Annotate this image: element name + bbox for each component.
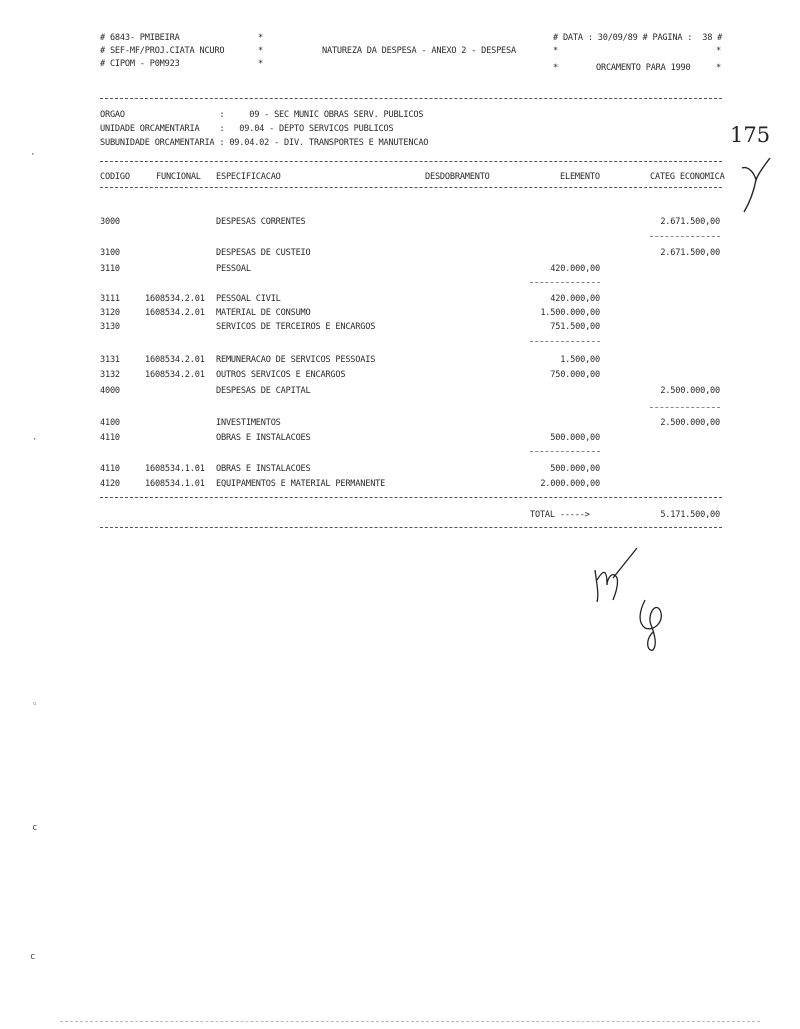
table-cell-codigo: 4120 [100, 479, 120, 489]
subtotal-underline [530, 451, 600, 452]
header-asterisk: * [258, 46, 263, 56]
table-cell-especificacao: PESSOAL CIVIL [216, 294, 281, 304]
separator-line [100, 98, 722, 99]
separator-line [100, 497, 722, 498]
scan-dot: c [30, 952, 36, 962]
subunidade-line: SUBUNIDADE ORCAMENTARIA : 09.04.02 - DIV. TRANSPORTES E MANUTENCAO [100, 138, 429, 148]
table-cell-elemento: 500.000,00 [550, 433, 600, 443]
orgao-line: ORGAO : 09 - SEC MUNIC OBRAS SERV. PUBLICOS [100, 110, 424, 120]
page-stamp-number: 175 [730, 123, 771, 147]
handwritten-mark [736, 150, 776, 220]
table-cell-codigo: 3100 [100, 248, 120, 258]
table-cell-especificacao: OUTROS SERVICOS E ENCARGOS [216, 370, 346, 380]
table-cell-funcional: 1608534.1.01 [145, 464, 205, 474]
table-cell-codigo: 4000 [100, 386, 120, 396]
table-cell-categ: 2.500.000,00 [660, 386, 720, 396]
table-cell-codigo: 3131 [100, 355, 120, 365]
col-header-categ: CATEG ECONOMICA [650, 172, 725, 182]
table-cell-elemento: 1.500,00 [560, 355, 600, 365]
table-cell-especificacao: SERVICOS DE TERCEIROS E ENCARGOS [216, 322, 376, 332]
scan-dot: ◦ [32, 700, 38, 710]
table-cell-especificacao: OBRAS E INSTALACOES [216, 464, 311, 474]
table-cell-categ: 2.671.500,00 [660, 217, 720, 227]
table-cell-categ: 2.500.000,00 [660, 418, 720, 428]
total-value: 5.171.500,00 [660, 510, 720, 520]
table-cell-funcional: 1608534.1.01 [145, 479, 205, 489]
header-asterisk: * [258, 59, 263, 69]
header-date-page: # DATA : 30/09/89 # PAGINA : 38 # [553, 33, 723, 43]
table-cell-elemento: 500.000,00 [550, 464, 600, 474]
scan-dot: c [32, 823, 38, 833]
table-cell-codigo: 3120 [100, 308, 120, 318]
header-asterisk: * [553, 63, 558, 73]
subtotal-underline [530, 282, 600, 283]
total-label: TOTAL -----> [530, 510, 590, 520]
table-cell-codigo: 3111 [100, 294, 120, 304]
header-asterisk: * [716, 46, 721, 56]
header-system-id: # 6843- PMIBEIRA [100, 33, 180, 43]
separator-line [100, 161, 722, 162]
separator-line [100, 527, 722, 528]
header-asterisk: * [258, 33, 263, 43]
table-cell-especificacao: DESPESAS DE CAPITAL [216, 386, 311, 396]
header-department: # SEF-MF/PROJ.CIATA NCURO [100, 46, 225, 56]
signature-graphic [585, 540, 695, 670]
table-cell-funcional: 1608534.2.01 [145, 308, 205, 318]
table-cell-especificacao: OBRAS E INSTALACOES [216, 433, 311, 443]
separator-line [100, 187, 722, 188]
subtotal-underline [650, 236, 720, 237]
header-asterisk: * [716, 63, 721, 73]
table-cell-especificacao: INVESTIMENTOS [216, 418, 281, 428]
col-header-elemento: ELEMENTO [560, 172, 600, 182]
table-cell-funcional: 1608534.2.01 [145, 294, 205, 304]
table-cell-elemento: 751.500,00 [550, 322, 600, 332]
table-cell-especificacao: MATERIAL DE CONSUMO [216, 308, 311, 318]
header-program-id: # CIPOM - P0M923 [100, 59, 180, 69]
subtotal-underline [650, 407, 720, 408]
report-title: NATUREZA DA DESPESA - ANEXO 2 - DESPESA [322, 46, 516, 56]
table-cell-elemento: 420.000,00 [550, 264, 600, 274]
scan-edge [60, 1021, 760, 1022]
col-header-funcional: FUNCIONAL [156, 172, 201, 182]
budget-year: ORCAMENTO PARA 1990 [596, 63, 691, 73]
unidade-line: UNIDADE ORCAMENTARIA : 09.04 - DEPTO SERVICOS PUBLICOS [100, 124, 394, 134]
table-cell-elemento: 1.500.000,00 [540, 308, 600, 318]
table-cell-codigo: 3130 [100, 322, 120, 332]
table-cell-codigo: 4110 [100, 464, 120, 474]
table-cell-categ: 2.671.500,00 [660, 248, 720, 258]
table-cell-codigo: 4100 [100, 418, 120, 428]
table-cell-funcional: 1608534.2.01 [145, 370, 205, 380]
table-cell-codigo: 3000 [100, 217, 120, 227]
table-cell-elemento: 750.000,00 [550, 370, 600, 380]
table-cell-especificacao: DESPESAS CORRENTES [216, 217, 306, 227]
scan-dot: · [30, 150, 36, 160]
col-header-desdobramento: DESDOBRAMENTO [425, 172, 490, 182]
table-cell-especificacao: DESPESAS DE CUSTEIO [216, 248, 311, 258]
table-cell-elemento: 420.000,00 [550, 294, 600, 304]
table-cell-elemento: 2.000.000,00 [540, 479, 600, 489]
table-cell-funcional: 1608534.2.01 [145, 355, 205, 365]
scan-dot: · [32, 435, 38, 445]
table-cell-codigo: 4110 [100, 433, 120, 443]
table-cell-codigo: 3110 [100, 264, 120, 274]
subtotal-underline [530, 341, 600, 342]
table-cell-especificacao: REMUNERACAO DE SERVICOS PESSOAIS [216, 355, 376, 365]
col-header-codigo: CODIGO [100, 172, 130, 182]
table-cell-codigo: 3132 [100, 370, 120, 380]
col-header-especificacao: ESPECIFICACAO [216, 172, 281, 182]
header-asterisk: * [553, 46, 558, 56]
table-cell-especificacao: PESSOAL [216, 264, 251, 274]
table-cell-especificacao: EQUIPAMENTOS E MATERIAL PERMANENTE [216, 479, 386, 489]
